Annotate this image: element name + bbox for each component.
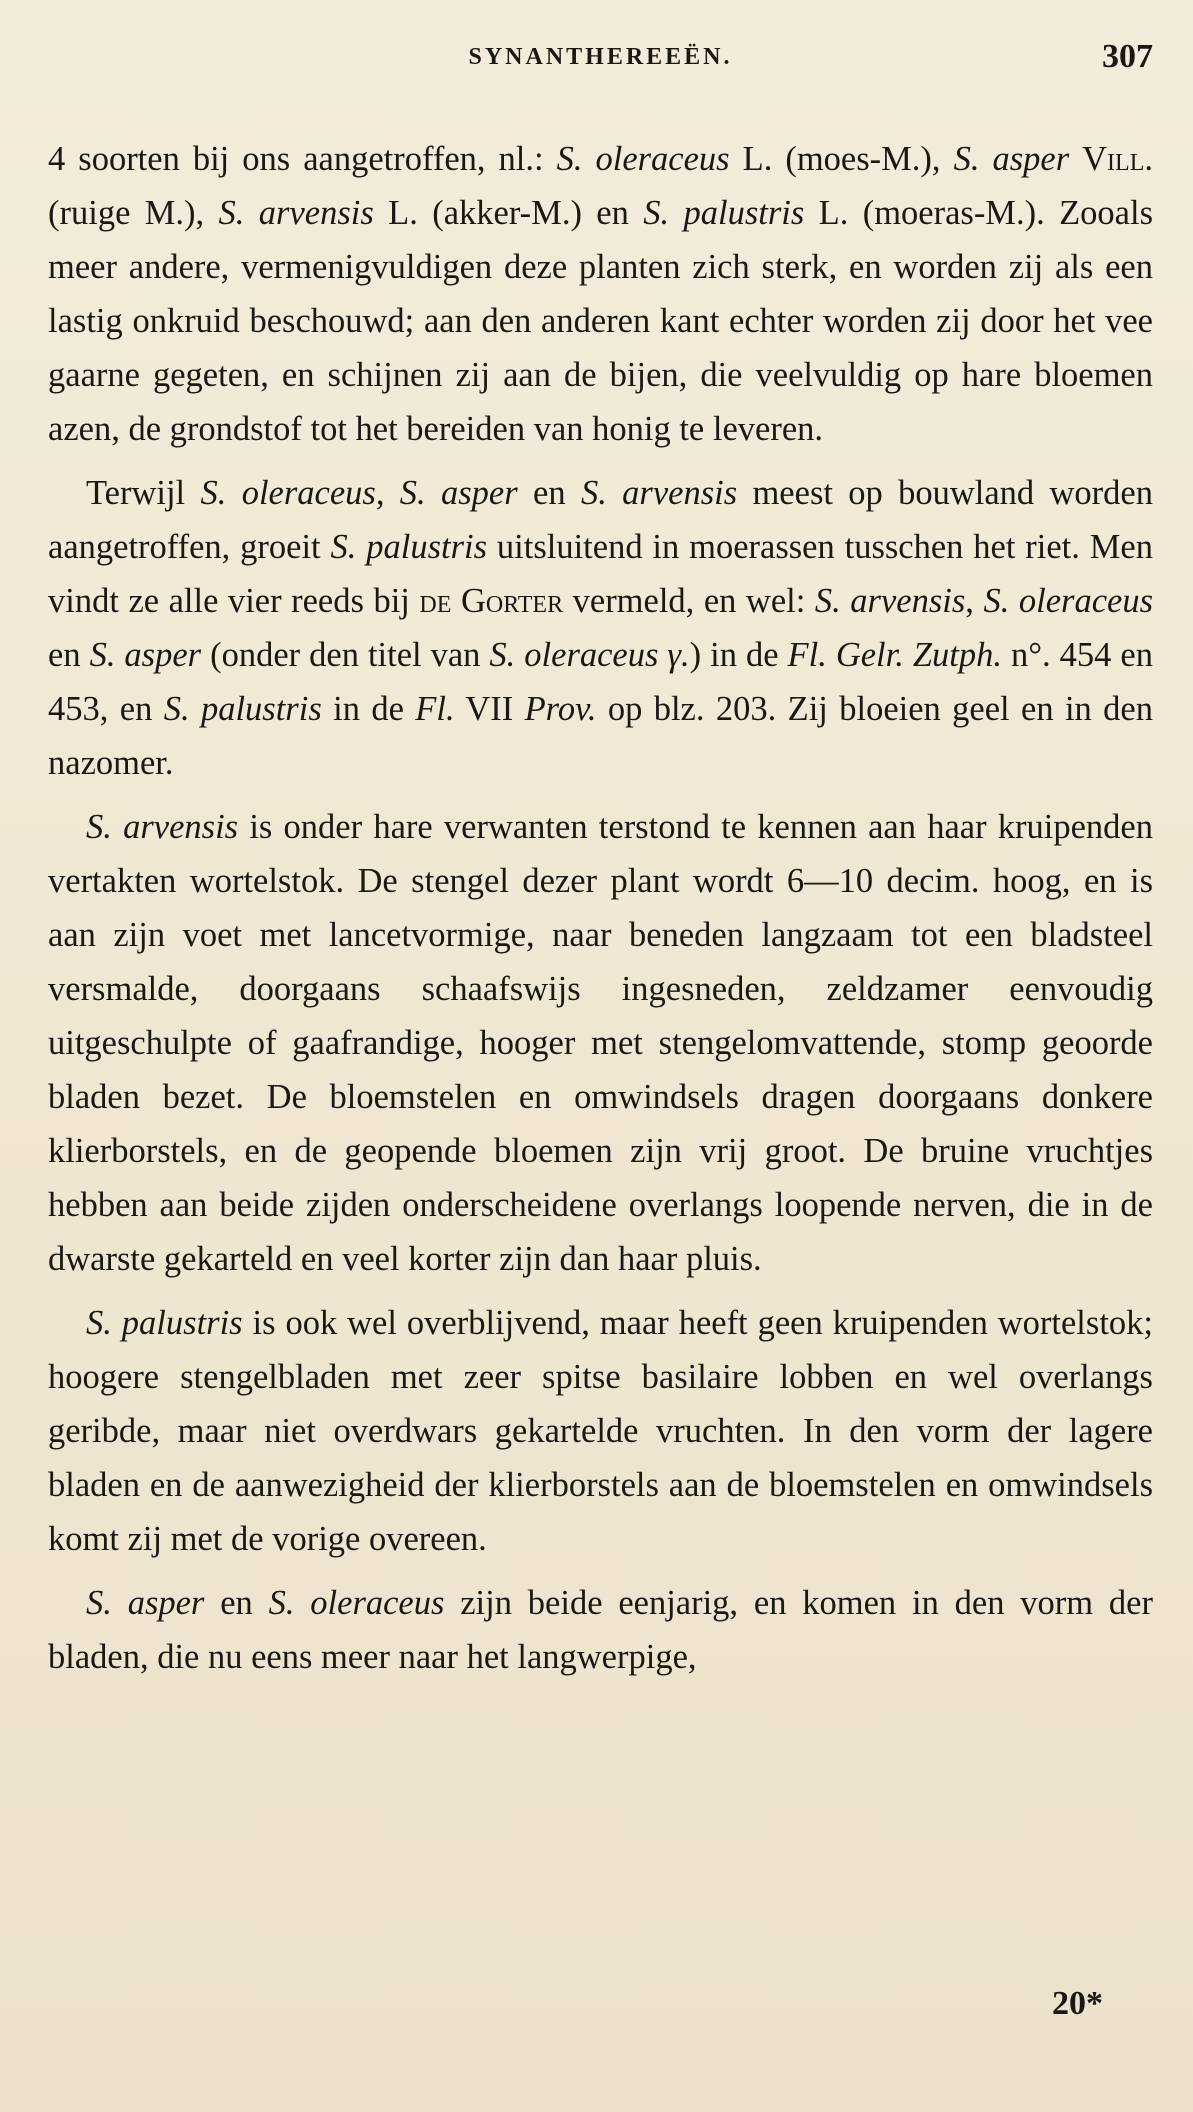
text-span: en (204, 1584, 269, 1622)
italic-span: S. palustris (86, 1304, 243, 1342)
text-span: (ruige M.), (48, 194, 219, 232)
text-span: en (48, 636, 90, 674)
text-span: en (517, 474, 581, 512)
text-span: meest op bouwland worden aangetroffen, groeit (48, 474, 1153, 566)
text-span: in de (321, 690, 416, 728)
text-span (1069, 140, 1082, 178)
text-span: L. (moes-M.), (729, 140, 954, 178)
italic-span: S. oleraceus (983, 582, 1153, 620)
text-span: VII (454, 690, 525, 728)
text-span: 4 soorten bij ons aangetroffen, nl.: (48, 140, 557, 178)
text-span: , (375, 474, 400, 512)
italic-span: S. oleraceus (200, 474, 376, 512)
italic-span: S. palustris (330, 528, 488, 566)
text-span: Terwijl (86, 474, 201, 512)
italic-span: Fl. (415, 690, 455, 728)
italic-span: S. asper (953, 140, 1070, 178)
italic-span: S. asper (86, 1584, 205, 1622)
italic-span: Prov. (524, 690, 597, 728)
running-title: SYNANTHEREEËN. (468, 44, 733, 70)
text-span: ) in de (689, 636, 788, 674)
italic-span: S. palustris (643, 194, 805, 232)
text-span: L. (moeras-M.). Zooals meer andere, vermenigvuldigen deze planten zich sterk, en worden zij als een lastig onkruid beschouwd; aan den anderen kant echter worden zij door het vee gaarne gegeten, en schijnen zij aan de bijen, die veelvuldig op hare bloemen azen, de grondstof tot het bereiden van honig te leveren. (48, 194, 1153, 448)
italic-span: Fl. Gelr. Zutph. (787, 636, 1002, 674)
paragraph (48, 132, 1153, 456)
text-span: op blz. 203. Zij bloeien geel en in den nazomer. (48, 690, 1153, 782)
running-head (48, 38, 1153, 84)
italic-span: S. arvensis (86, 808, 239, 846)
small-caps-span: de Gorter (419, 582, 564, 620)
italic-span: S. arvensis (218, 194, 374, 232)
italic-span: S. arvensis (814, 582, 966, 620)
italic-span: S. asper (399, 474, 518, 512)
italic-span: S. palustris (163, 690, 322, 728)
italic-span: S. oleraceus (556, 140, 730, 178)
paragraph (48, 1296, 1153, 1566)
page-number: 307 (1102, 38, 1153, 75)
signature-mark: 20* (1052, 1985, 1103, 2022)
italic-span: S. arvensis (580, 474, 738, 512)
italic-span: S. oleraceus γ. (489, 636, 690, 674)
text-span: is ook wel overblijvend, maar heeft geen kruipenden wortelstok; hoogere stengelbladen met zeer spitse basilaire lobben en wel overlangs geribde, maar niet overdwars gekartelde vruchten. In den vorm der lagere bladen en de aanwezigheid der klierborstels aan de bloemstelen en omwindsels komt zij met de vorige overeen. (48, 1304, 1153, 1558)
body-text (48, 132, 1153, 1684)
text-span: zijn beide eenjarig, en komen in den vorm der bladen, die nu eens meer naar het langwerpige, (48, 1584, 1153, 1676)
italic-span: S. oleraceus (268, 1584, 445, 1622)
paragraph (48, 800, 1153, 1286)
text-span: uitsluitend in moerassen tusschen het riet. Men vindt ze alle vier reeds bij (48, 528, 1153, 620)
text-span: vermeld, en wel: (563, 582, 815, 620)
text-span: n°. 454 en 453, en (48, 636, 1153, 728)
paragraph (48, 1576, 1153, 1684)
text-span: is onder hare verwanten terstond te kennen aan haar kruipenden vertakten wortelstok. De stengel dezer plant wordt 6—10 decim. hoog, en is aan zijn voet met lancetvormige, naar beneden langzaam tot een bladsteel versmalde, doorgaans schaafswijs ingesneden, zeldzamer eenvoudig uitgeschulpte of gaafrandige, hooger met stengelomvattende, stomp geoorde bladen bezet. De bloemstelen en omwindsels dragen doorgaans donkere klierborstels, en de geopende bloemen zijn vrij groot. De bruine vruchtjes hebben aan beide zijden onderscheidene overlangs loopende nerven, die in de dwarste gekarteld en veel korter zijn dan haar pluis. (48, 808, 1153, 1278)
text-span: L. (akker-M.) en (373, 194, 644, 232)
small-caps-span: Vill. (1082, 140, 1153, 178)
text-span: (onder den titel van (201, 636, 490, 674)
paragraph (48, 466, 1153, 790)
italic-span: S. asper (89, 636, 202, 674)
text-span: , (965, 582, 984, 620)
